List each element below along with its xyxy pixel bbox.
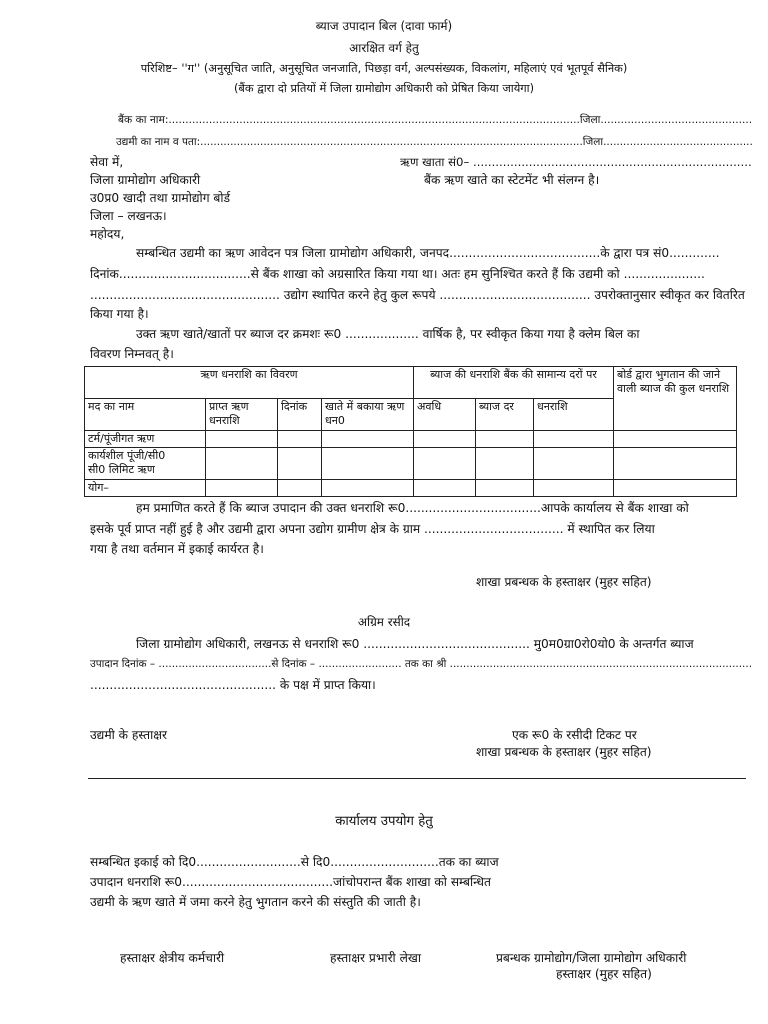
office-use-title: कार्यालय उपयोग हेतु xyxy=(335,814,433,829)
col-item-name: मद का नाम xyxy=(85,399,206,431)
paragraph-2-line-2: विवरण निम्नवत् है। xyxy=(90,347,174,361)
receipt-title: अग्रिम रसीद xyxy=(357,615,411,629)
signature-manager-seal: हस्ताक्षर (मुहर सहित) xyxy=(556,967,652,981)
loan-account-field: ऋण खाता सं0– ........................................................................... xyxy=(400,155,752,169)
table-row xyxy=(85,431,737,448)
certificate-line-3: गया है तथा वर्तमान में इकाई कार्यरत है। xyxy=(90,542,264,556)
form-title: ब्याज उपादान बिल (दावा फार्म) xyxy=(315,19,453,33)
paragraph-1-line-2: दिनांक..................................से बैंक शाखा को अग्रसारित किया गया था। अतः हम सुनिश्चित करते हैं कि उद्यमी को ..................... xyxy=(90,267,705,281)
table-row xyxy=(85,480,737,497)
form-subtitle: आरक्षित वर्ग हेतु xyxy=(349,41,419,55)
receipt-line-3: ................................................ के पक्ष में प्राप्त किया। xyxy=(90,678,376,692)
col-date: दिनांक xyxy=(278,399,322,431)
header-board-payable: बोर्ड द्वारा भुगतान की जाने वाली ब्याज की कुल धनराशि xyxy=(614,367,737,431)
header-interest-normal-rate: ब्याज की धनराशि बैंक की सामान्य दरों पर xyxy=(414,367,614,399)
paragraph-1-line-1: सम्बन्धित उद्यमी का ऋण आवेदन पत्र जिला ग्रामोद्योग अधिकारी, जनपद.......................................के द्वारा पत्र सं0............. xyxy=(136,246,720,260)
section-divider xyxy=(88,778,746,779)
col-received-amount: प्राप्त ऋण धनराशि xyxy=(206,399,278,431)
signature-accounts-in-charge: हस्ताक्षर प्रभारी लेखा xyxy=(330,951,421,965)
receipt-line-2: उपादान दिनांक – ..................................से दिनांक – ......................... तक का श्री ........................................................................................... xyxy=(90,658,753,670)
entrepreneur-field: उद्यमी का नाम व पता:...................................................................................................................जिला............................................. xyxy=(116,136,753,148)
row-working-capital: कार्यशील पूंजी/सी0 सी0 लिमिट ऋण xyxy=(85,448,206,480)
table-row xyxy=(85,448,737,480)
col-amount: धनराशि xyxy=(534,399,614,431)
salutation: महोदय, xyxy=(90,227,125,241)
entrepreneur-signature: उद्यमी के हस्ताक्षर xyxy=(90,728,167,742)
paragraph-2-line-1: उक्त ऋण खाते/खातों पर ब्याज दर क्रमशः रू0 ................... वार्षिक है, पर स्वीकृत किया गया है क्लेम बिल का xyxy=(136,327,640,341)
office-line-3: उद्यमी के ऋण खाते में जमा करने हेतु भुगतान करने की संस्तुति की जाती है। xyxy=(90,895,421,909)
paragraph-1-line-4: किया गया है। xyxy=(90,307,149,321)
certificate-line-1: हम प्रमाणित करते हैं कि ब्याज उपादान की उक्त धनराशि रू0...................................आपके कार्यालय से बैंक शाखा को xyxy=(136,501,689,515)
manager-signature-line: शाखा प्रबन्धक के हस्ताक्षर (मुहर सहित) xyxy=(476,575,652,589)
annexure-line: परिशिष्ट– ''ग'' (अनुसूचित जाति, अनुसूचित जनजाति, पिछड़ा वर्ग, अल्पसंख्यक, विकलांग, महिलाएं एवं भूतपूर्व सैनिक) xyxy=(140,61,628,75)
paragraph-1-line-3: ................................................. उद्योग स्थापित करने हेतु कुल रूपये ....................................... उपरोक्तानुसार स्वीकृत कर वितरित xyxy=(90,288,745,302)
receipt-line-1: जिला ग्रामोद्योग अधिकारी, लखनऊ से धनराशि रू0 ........................................... मु0म0ग्रा0रो0यो0 के अन्तर्गत ब्याज xyxy=(136,637,694,651)
col-period: अवधि xyxy=(414,399,476,431)
office-line-1: सम्बन्धित इकाई को दि0...........................से दि0............................तक का ब्याज xyxy=(90,855,499,869)
signature-field-staff: हस्ताक्षर क्षेत्रीय कर्मचारी xyxy=(120,951,225,965)
col-outstanding-balance: खाते में बकाया ऋण धन0 xyxy=(322,399,414,431)
board-line: उ0प्र0 खादी तथा ग्रामोद्योग बोर्ड xyxy=(90,191,231,205)
receipt-manager-signature: शाखा प्रबन्धक के हस्ताक्षर (मुहर सहित) xyxy=(476,745,652,759)
revenue-stamp-note: एक रू0 के रसीदी टिकट पर xyxy=(512,728,637,742)
row-term-loan: टर्म/पूंजीगत ऋण xyxy=(85,431,206,448)
col-interest-rate: ब्याज दर xyxy=(476,399,534,431)
submission-note: (बैंक द्वारा दो प्रतियों में जिला ग्रामोद्योग अधिकारी को प्रेषित किया जायेगा) xyxy=(233,81,535,95)
bank-name-field: बैंक का नाम:..........................................................................................................................जिला............................................. xyxy=(118,113,753,126)
certificate-line-2: इसके पूर्व प्राप्त नहीं हुई है और उद्यमी द्वारा अपना उद्योग ग्रामीण क्षेत्र के ग्राम .................................... में स्थापित कर लिया xyxy=(90,522,655,536)
district-line: जिला – लखनऊ। xyxy=(90,209,167,223)
header-loan-details: ऋण धनराशि का विवरण xyxy=(85,367,414,399)
officer-line: जिला ग्रामोद्योग अधिकारी xyxy=(90,173,201,187)
row-total: योग– xyxy=(85,480,206,497)
interest-claim-table xyxy=(84,366,737,497)
signature-manager-officer: प्रबन्धक ग्रामोद्योग/जिला ग्रामोद्योग अधिकारी xyxy=(496,951,687,965)
statement-note: बैंक ऋण खाते का स्टेटमेंट भी संलग्न है। xyxy=(424,173,600,187)
office-line-2: उपादान धनराशि रू0.......................................जांचोपरान्त बैंक शाखा को सम्बन्धित xyxy=(90,875,491,889)
addressee-label: सेवा में, xyxy=(90,155,124,169)
